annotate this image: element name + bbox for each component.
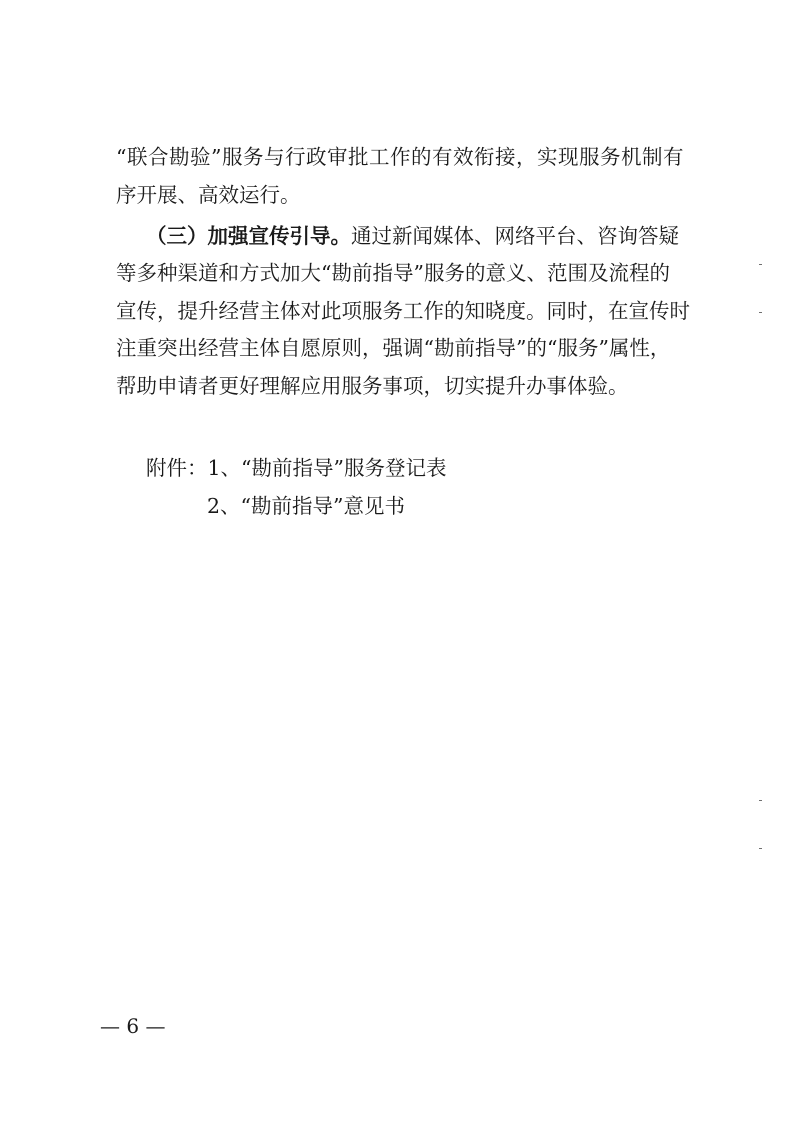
paragraph-1-line-2-text: 序开展、高效运行。 [116,183,301,207]
section-heading-3: （三）加强宣传引导。 [146,224,351,248]
page-number: — 6 — [100,1014,166,1038]
attachment-item-2: 2、“勘前指导”意见书 [207,494,406,518]
paragraph-2-line-4-text: 注重突出经营主体自愿原则，强调“勘前指导”的“服务”属性， [116,336,671,360]
paragraph-2-line-2 [116,258,670,288]
paragraph-2-line-3-text: 宣传，提升经营主体对此项服务工作的知晓度。同时，在宣传时 [116,299,690,323]
scan-mark [759,264,762,265]
paragraph-2-line-2-text: 等多种渠道和方式加大“勘前指导”服务的意义、范围及流程的 [116,261,670,285]
paragraph-2-line-1-text: 通过新闻媒体、网络平台、咨询答疑 [351,224,679,248]
paragraph-2-line-1 [146,221,693,251]
paragraph-2-line-3 [116,296,690,326]
attachment-label: 附件： [146,456,208,480]
scan-mark [759,848,762,849]
attachment-line-1 [146,453,447,483]
paragraph-2-line-5 [116,371,629,401]
scan-mark [759,312,762,313]
paragraph-1-line-1-text: “联合勘验”服务与行政审批工作的有效衔接，实现服务机制有 [116,145,684,169]
paragraph-1-line-2 [116,180,301,210]
attachment-item-1: 1、“勘前指导”服务登记表 [207,456,447,480]
paragraph-1-line-1 [116,142,693,172]
paragraph-2-line-4 [116,333,670,363]
paragraph-2-line-5-text: 帮助申请者更好理解应用服务事项，切实提升办事体验。 [116,374,629,398]
attachment-line-2 [207,491,405,521]
scan-mark [759,800,762,801]
